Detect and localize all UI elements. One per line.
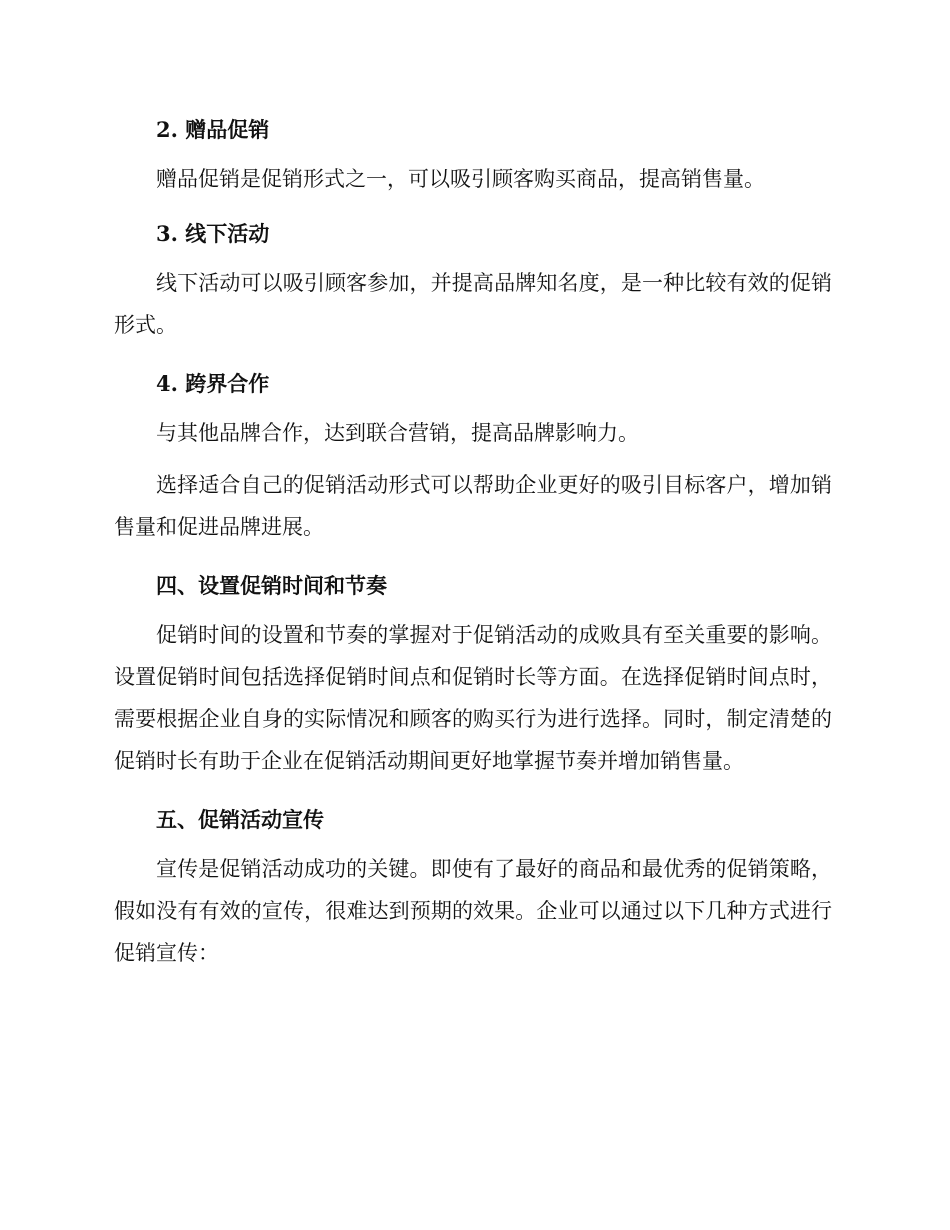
- paragraph-section-five: 宣传是促销活动成功的关键。即使有了最好的商品和最优秀的促销策略，假如没有有效的宣传，很难达到预期的效果。企业可以通过以下几种方式进行促销宣传：: [114, 857, 832, 965]
- paragraph-cross-cooperation: 与其他品牌合作，达到联合营销，提高品牌影响力。: [156, 421, 639, 445]
- paragraph-offline-activity: 线下活动可以吸引顾客参加，并提高品牌知名度，是一种比较有效的促销形式。: [114, 271, 832, 337]
- heading-gift-promotion: 2. 赠品促销: [156, 117, 270, 142]
- paragraph-gift-promotion: 赠品促销是促销形式之一，可以吸引顾客购买商品，提高销售量。: [156, 167, 765, 191]
- heading-cross-cooperation: 4. 跨界合作: [156, 371, 270, 396]
- heading-section-four: 四、设置促销时间和节奏: [156, 573, 387, 598]
- paragraph-section-four: 促销时间的设置和节奏的掌握对于促销活动的成败具有至关重要的影响。设置促销时间包括选择促销时间点和促销时长等方面。在选择促销时间点时，需要根据企业自身的实际情况和顾客的购买行为进行选择。同时，制定清楚的促销时长有助于企业在促销活动期间更好地掌握节奏并增加销售量。: [114, 623, 832, 773]
- paragraph-summary: 选择适合自己的促销活动形式可以帮助企业更好的吸引目标客户，增加销售量和促进品牌进展。: [114, 473, 832, 539]
- heading-offline-activity: 3. 线下活动: [156, 221, 270, 246]
- heading-section-five: 五、促销活动宣传: [156, 807, 324, 832]
